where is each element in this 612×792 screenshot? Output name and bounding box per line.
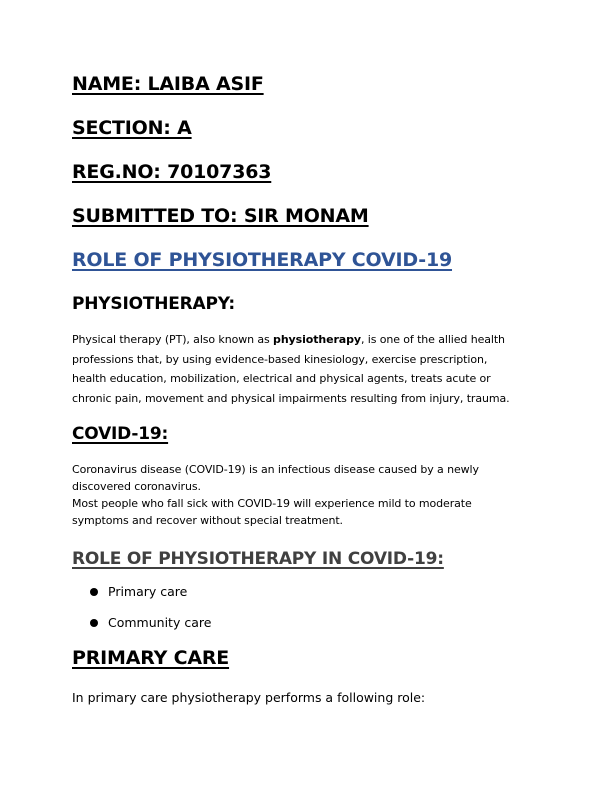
list-item <box>90 583 211 614</box>
covid-line-2: discovered coronavirus. <box>72 480 201 493</box>
primary-care-heading: PRIMARY CARE <box>72 647 230 669</box>
list-item <box>90 614 211 645</box>
bullet-icon <box>90 588 98 596</box>
physiotherapy-paragraph <box>72 330 542 408</box>
student-name: NAME: LAIBA ASIF <box>72 73 264 95</box>
physiotherapy-line-2: professions that, by using evidence-based kinesiology, exercise prescription, <box>72 352 488 366</box>
primary-care-text: In primary care physiotherapy performs a following role: <box>72 690 426 705</box>
section-label: SECTION: A <box>72 117 192 139</box>
covid-line-1: Coronavirus disease (COVID-19) is an infectious disease caused by a newly <box>72 463 479 476</box>
bullet-icon <box>90 619 98 627</box>
physiotherapy-line-1-start: Physical therapy (PT), also known as <box>72 333 274 346</box>
document-title: ROLE OF PHYSIOTHERAPY COVID-19 <box>72 249 453 271</box>
physiotherapy-line-1 <box>72 330 542 350</box>
submitted-to: SUBMITTED TO: SIR MONAM <box>72 205 369 227</box>
role-list <box>90 583 211 645</box>
physiotherapy-bold-term: physiotherapy <box>273 333 361 346</box>
role-heading: ROLE OF PHYSIOTHERAPY IN COVID-19: <box>72 549 444 569</box>
covid-heading: COVID-19: <box>72 424 169 444</box>
physiotherapy-line-1-end: , is one of the allied health <box>360 333 505 346</box>
physiotherapy-heading: PHYSIOTHERAPY: <box>72 294 235 314</box>
covid-line-4: symptoms and recover without special treatment. <box>72 514 343 527</box>
list-item-label: Community care <box>108 615 212 630</box>
list-item-label: Primary care <box>108 584 188 599</box>
covid-line-3: Most people who fall sick with COVID-19 will experience mild to moderate <box>72 497 472 510</box>
physiotherapy-line-3: health education, mobilization, electrical and physical agents, treats acute or <box>72 372 491 385</box>
registration-number: REG.NO: 70107363 <box>72 161 272 183</box>
covid-paragraph <box>72 461 542 529</box>
physiotherapy-line-4: chronic pain, movement and physical impairments resulting from injury, trauma. <box>72 391 510 405</box>
